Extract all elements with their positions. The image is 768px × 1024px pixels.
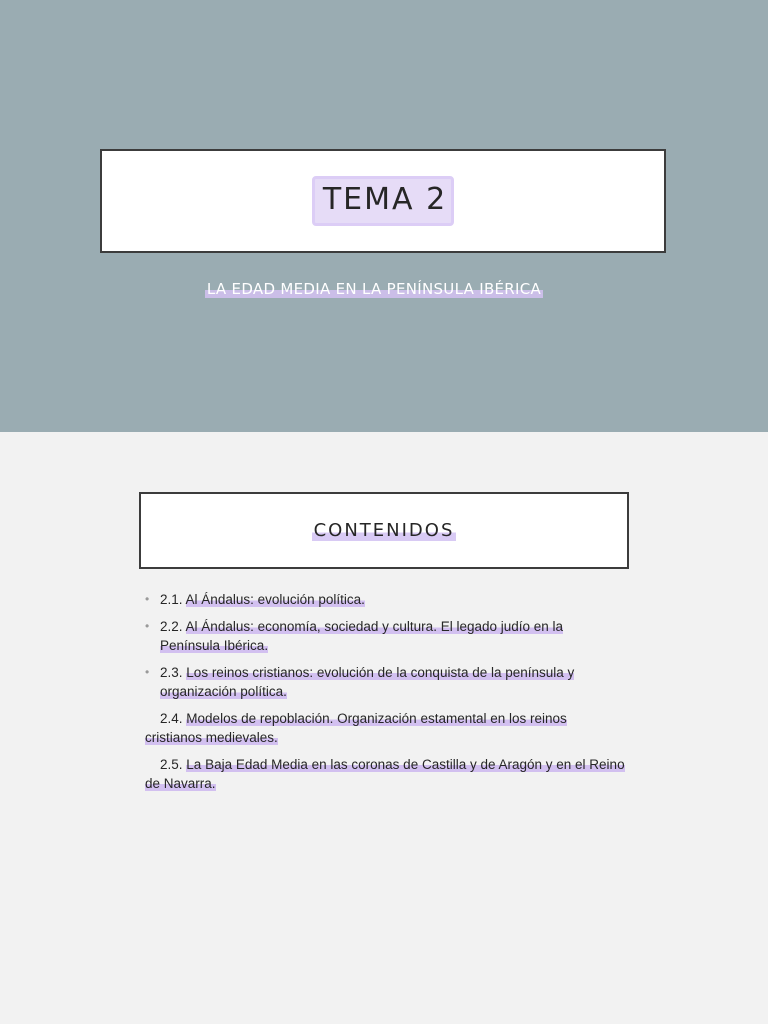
bullet-icon: •: [145, 665, 150, 679]
list-item: [145, 617, 625, 655]
contents-slide: [0, 432, 768, 1024]
contents-heading: CONTENIDOS: [313, 520, 455, 541]
item-text: Al Ándalus: evolución política.: [185, 592, 365, 607]
item-number: 2.2.: [160, 619, 183, 634]
item-text: Los reinos cristianos: evolución de la conquista de la península y organización política.: [160, 665, 575, 699]
item-number: 2.3.: [160, 665, 183, 680]
list-item: [145, 663, 625, 701]
item-number: 2.5.: [160, 757, 183, 772]
slide-subtitle-wrap: [0, 280, 748, 298]
list-item: [145, 709, 625, 747]
bullet-icon: •: [145, 619, 150, 633]
title-slide: [0, 0, 768, 432]
item-text: La Baja Edad Media en las coronas de Castilla y de Aragón y en el Reino de Navarra.: [145, 757, 625, 791]
item-text: Modelos de repoblación. Organización estamental en los reinos cristianos medievales.: [145, 711, 567, 745]
contents-list: [145, 590, 625, 801]
bullet-icon: •: [145, 592, 150, 606]
contents-heading-box: [139, 492, 629, 569]
item-number: 2.4.: [160, 711, 183, 726]
slide-subtitle: LA EDAD MEDIA EN LA PENÍNSULA IBÉRICA: [206, 280, 542, 298]
list-item: [145, 755, 625, 793]
item-number: 2.1.: [160, 592, 183, 607]
title-box: [100, 149, 666, 253]
slide-title: TEMA 2: [312, 176, 454, 226]
list-item: [145, 590, 625, 609]
item-text: Al Ándalus: economía, sociedad y cultura. El legado judío en la Península Ibérica.: [160, 619, 564, 653]
